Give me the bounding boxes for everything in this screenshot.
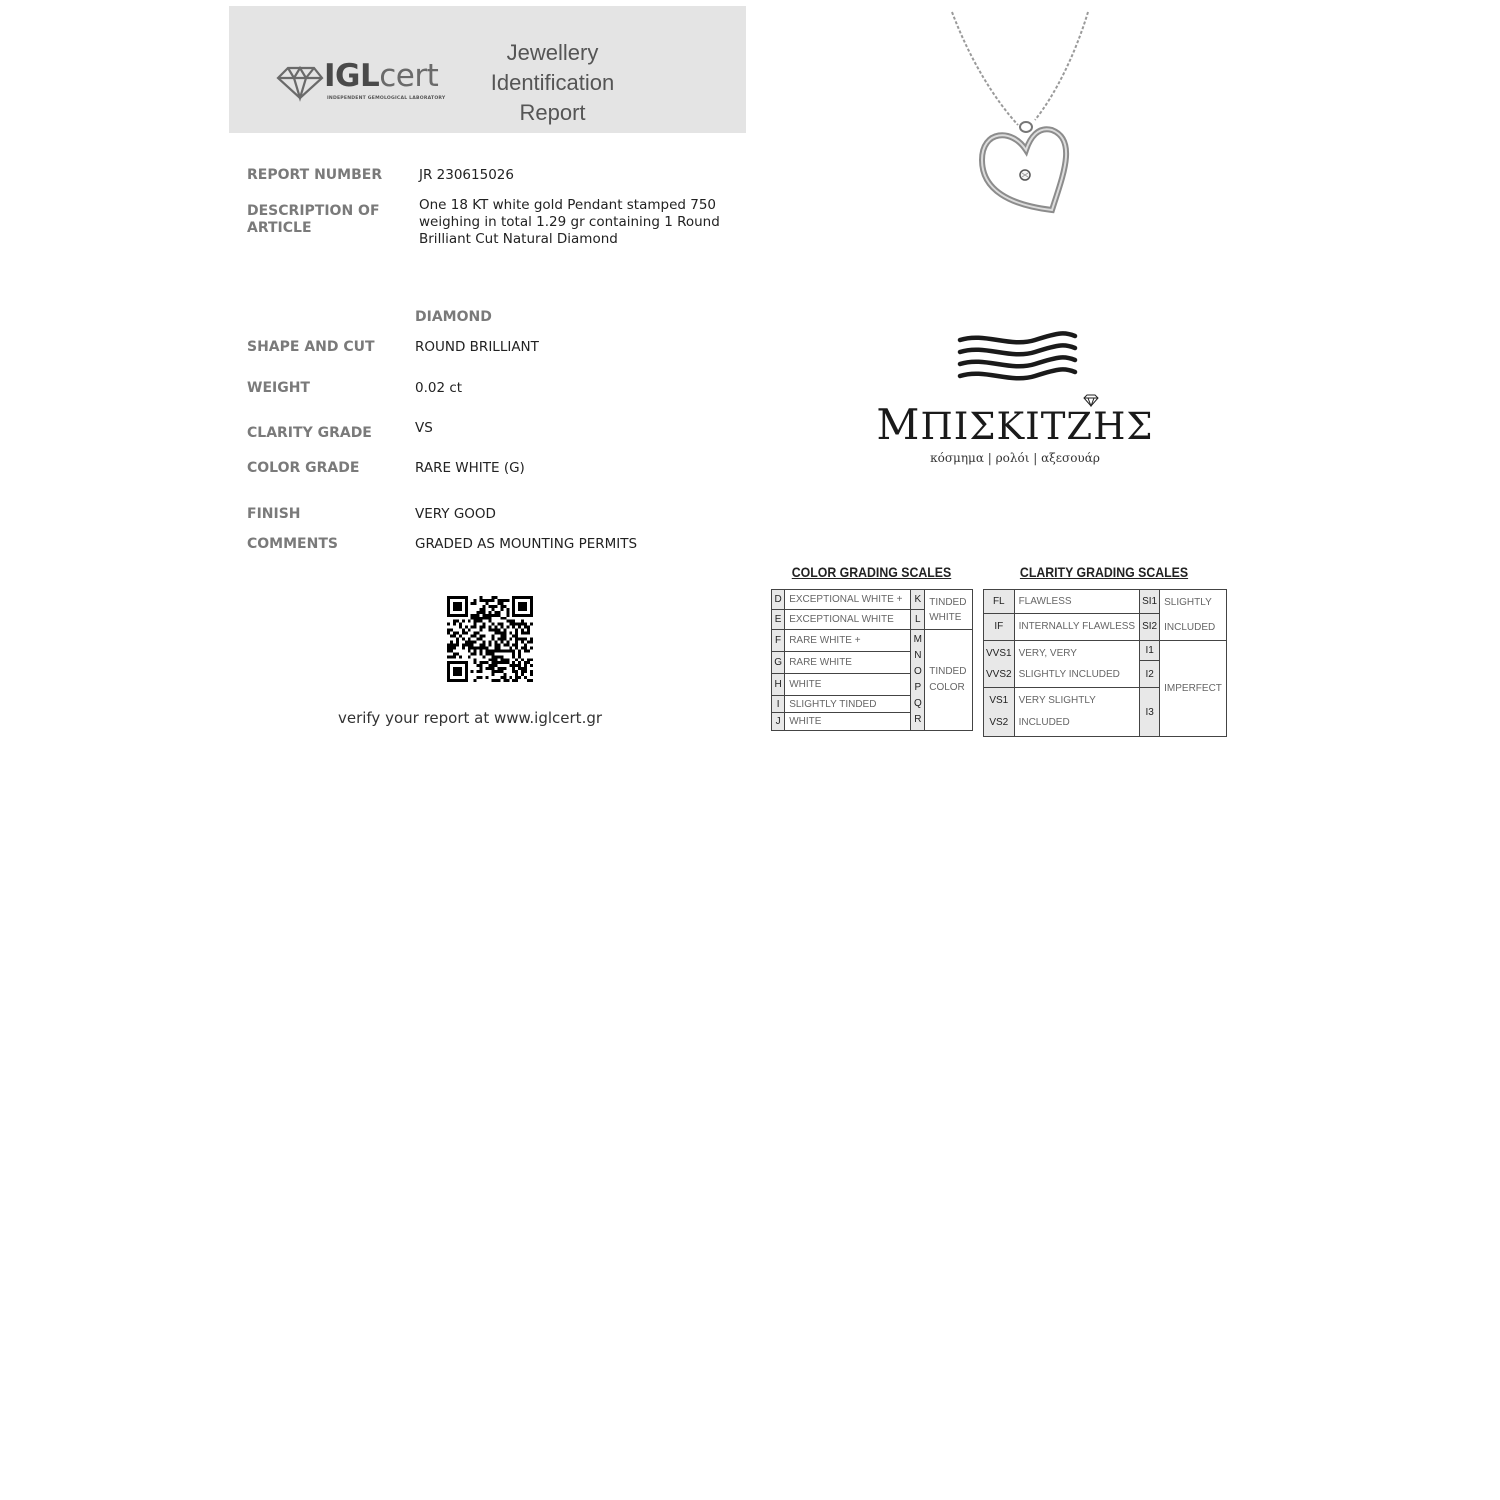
brand-name: ΜΠΙΣΚΙΤΖΗΣ <box>876 400 1154 449</box>
table-row <box>772 630 973 652</box>
igl-logo-wordmark: IGLcert <box>324 58 439 94</box>
color-code: J <box>772 713 785 731</box>
clarity-code: I3 <box>1140 688 1160 737</box>
table-row <box>772 590 973 610</box>
tinded-color-desc: TINDED COLOR <box>925 630 973 731</box>
weight-label: WEIGHT <box>247 380 310 396</box>
clarity-grading-table <box>983 589 1227 737</box>
color-code: I <box>772 695 785 713</box>
igl-logo-subtitle: INDEPENDENT GEMOLOGICAL LABORATORY <box>327 96 446 101</box>
description-label: DESCRIPTION OF ARTICLE <box>247 203 380 236</box>
vvs-codes: VVS1 VVS2 <box>984 641 1015 688</box>
report-number-value: JR 230615026 <box>419 167 514 183</box>
color-desc: RARE WHITE <box>785 651 911 673</box>
clarity-code: SI2 <box>1140 613 1160 640</box>
clarity-value: VS <box>415 420 433 436</box>
clarity-code: I1 <box>1140 641 1160 661</box>
qr-code-icon[interactable] <box>446 596 534 682</box>
color-desc: EXCEPTIONAL WHITE <box>785 610 911 630</box>
vvs-desc: VERY, VERY SLIGHTLY INCLUDED <box>1014 641 1140 688</box>
color-desc: WHITE <box>785 673 911 695</box>
clarity-code: I2 <box>1140 661 1160 688</box>
shape-value: ROUND BRILLIANT <box>415 339 539 355</box>
color-code: D <box>772 590 785 610</box>
clarity-code: IF <box>984 613 1015 640</box>
clarity-code: SI1 <box>1140 590 1160 614</box>
clarity-desc: FLAWLESS <box>1014 590 1140 614</box>
color-code: H <box>772 673 785 695</box>
table-row <box>984 590 1227 614</box>
brand-waves-logo <box>955 330 1080 385</box>
finish-value: VERY GOOD <box>415 506 496 522</box>
clarity-code: FL <box>984 590 1015 614</box>
color-code: E <box>772 610 785 630</box>
color-code: G <box>772 651 785 673</box>
color-desc: EXCEPTIONAL WHITE + <box>785 590 911 610</box>
color-desc: RARE WHITE + <box>785 630 911 652</box>
brand-tagline: κόσμημα | ρολόι | αξεσουάρ <box>930 451 1100 465</box>
table-row <box>984 641 1227 661</box>
description-value: One 18 KT white gold Pendant stamped 750 weighing in total 1.29 gr containing 1 Round Brilliant Cut Natural Diamond <box>419 197 720 247</box>
tinded-white-desc: TINDED WHITE <box>925 590 973 630</box>
color-code: L <box>911 610 925 630</box>
color-desc: WHITE <box>785 713 911 731</box>
report-number-label: REPORT NUMBER <box>247 167 383 183</box>
slightly-included-desc: SLIGHTLY INCLUDED <box>1160 590 1227 641</box>
verify-text: verify your report at www.iglcert.gr <box>337 709 603 727</box>
clarity-label: CLARITY GRADE <box>247 425 372 441</box>
imperfect-desc: IMPERFECT <box>1160 641 1227 737</box>
comments-label: COMMENTS <box>247 536 338 552</box>
vs-codes: VS1 VS2 <box>984 688 1015 737</box>
color-value: RARE WHITE (G) <box>415 460 525 476</box>
weight-value: 0.02 ct <box>415 380 463 396</box>
color-desc: SLIGHTLY TINDED <box>785 695 911 713</box>
clarity-desc: INTERNALLY FLAWLESS <box>1014 613 1140 640</box>
report-title: Jewellery Identification Report <box>490 40 615 125</box>
shape-label: SHAPE AND CUT <box>247 339 375 355</box>
vs-desc: VERY SLIGHTLY INCLUDED <box>1014 688 1140 737</box>
color-codes-m-r: M N O P Q R <box>911 630 925 731</box>
finish-label: FINISH <box>247 506 301 522</box>
color-scale-title: COLOR GRADING SCALES <box>791 564 952 580</box>
color-code: K <box>911 590 925 610</box>
comments-value: GRADED AS MOUNTING PERMITS <box>415 536 638 552</box>
color-grading-table <box>771 589 973 731</box>
clarity-scale-title: CLARITY GRADING SCALES <box>1019 564 1189 580</box>
heart-pendant-image <box>940 0 1110 220</box>
color-code: F <box>772 630 785 652</box>
color-label: COLOR GRADE <box>247 460 360 476</box>
diamond-section-heading: DIAMOND <box>415 309 492 325</box>
